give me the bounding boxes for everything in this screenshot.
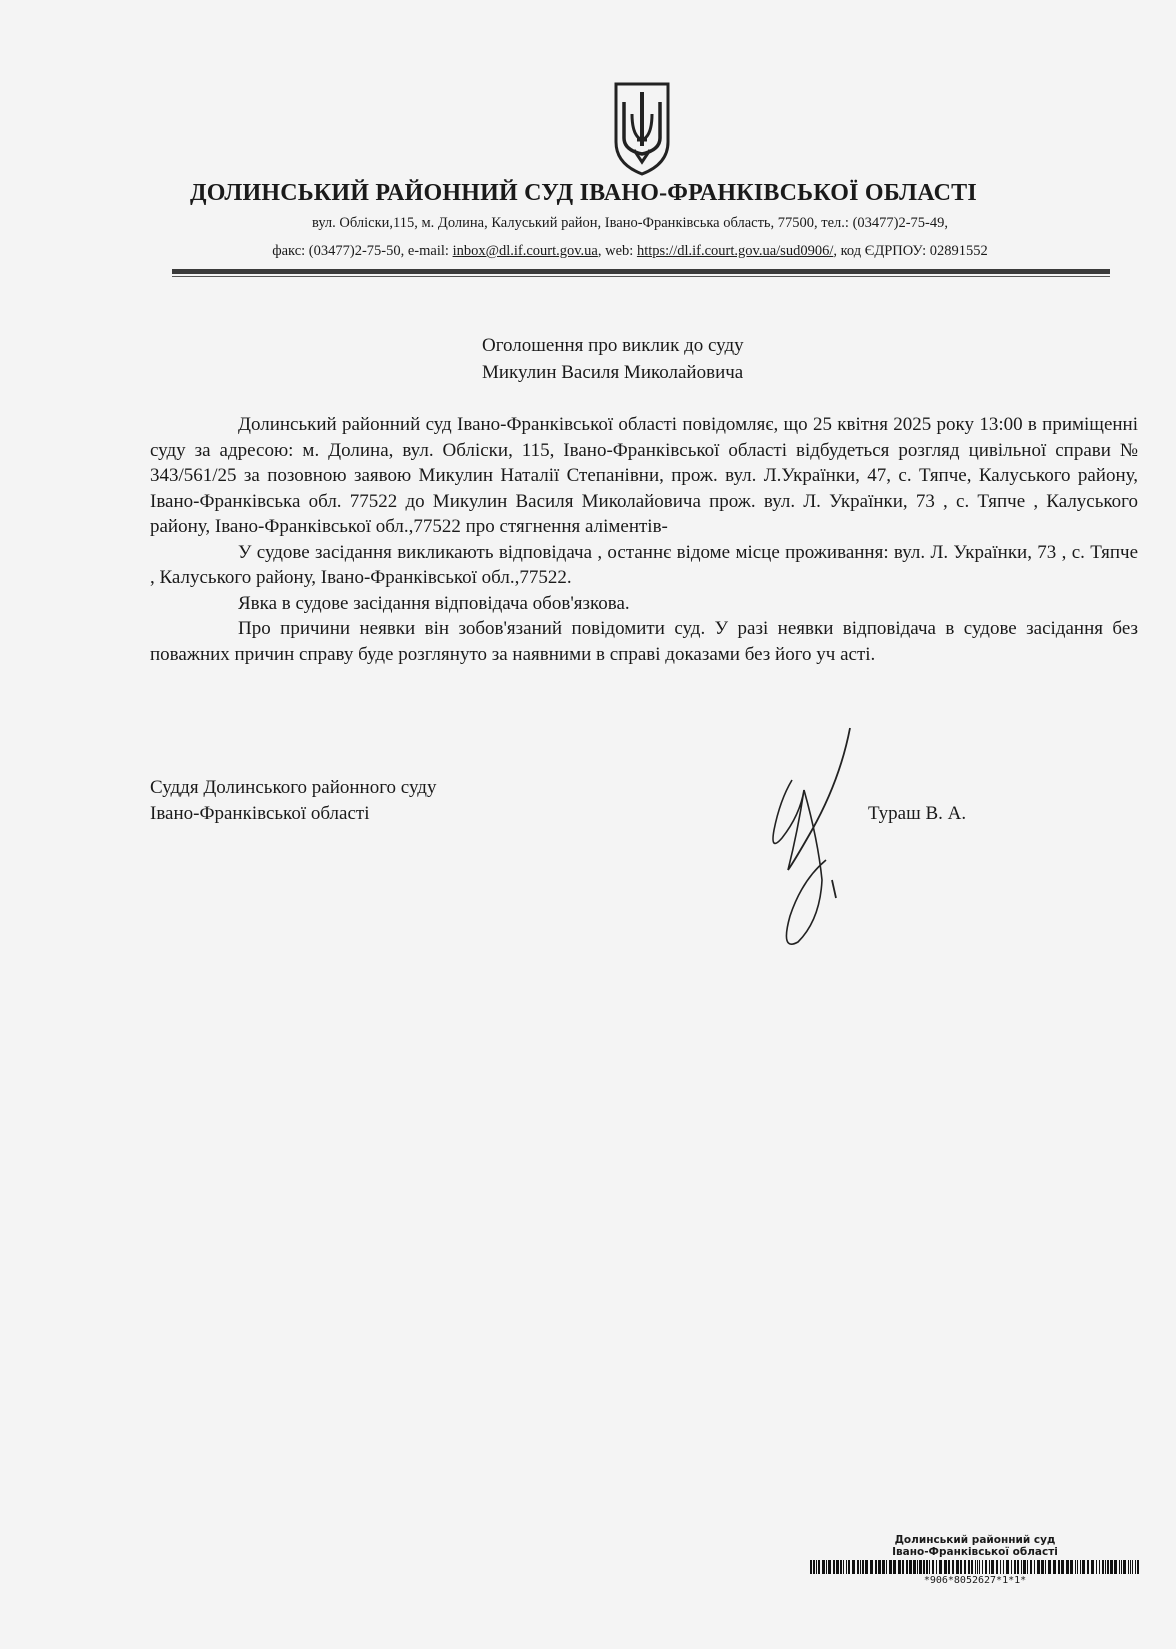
edrpou-code: , код ЄДРПОУ: 02891552 (833, 243, 988, 259)
barcode-bar (1037, 1560, 1040, 1574)
barcode-bar (882, 1560, 885, 1574)
court-contacts (160, 243, 1100, 260)
barcode-bar (982, 1560, 983, 1574)
barcode-bar (971, 1560, 973, 1574)
barcode-bar (1128, 1560, 1129, 1574)
barcode-bar (909, 1560, 912, 1574)
barcode-bar (1080, 1560, 1081, 1574)
barcode-bar (852, 1560, 855, 1574)
barcode-bar (977, 1560, 978, 1574)
barcode-bar (1048, 1560, 1051, 1574)
barcode (810, 1560, 1140, 1574)
barcode-bar (1110, 1560, 1113, 1574)
barcode-bar (862, 1560, 864, 1574)
barcode-bar (826, 1560, 827, 1574)
web-link[interactable]: https://dl.if.court.gov.ua/sud0906/ (636, 243, 834, 259)
barcode-bar (906, 1560, 908, 1574)
barcode-bar (985, 1560, 987, 1574)
barcode-bar (948, 1560, 950, 1574)
barcode-bar (1114, 1560, 1117, 1574)
judge-position-line: Івано-Франківської області (150, 803, 370, 824)
barcode-bar (913, 1560, 916, 1574)
barcode-bar (848, 1560, 850, 1574)
barcode-bar (956, 1560, 959, 1574)
barcode-bar (1006, 1560, 1009, 1574)
barcode-bar (917, 1560, 918, 1574)
barcode-bar (1003, 1560, 1004, 1574)
barcode-bar (1014, 1560, 1016, 1574)
barcode-bar (1087, 1560, 1089, 1574)
barcode-bar (1053, 1560, 1056, 1574)
barcode-bar (1000, 1560, 1001, 1574)
barcode-bar (886, 1560, 887, 1574)
barcode-bar (1123, 1560, 1126, 1574)
barcode-bar (828, 1560, 831, 1574)
trident-emblem-icon (610, 80, 674, 176)
barcode-bar (857, 1560, 859, 1574)
barcode-bar (893, 1560, 896, 1574)
notice-addressee: Микулин Василя Миколайовича (482, 362, 744, 383)
barcode-bar (822, 1560, 825, 1574)
barcode-bar (1011, 1560, 1012, 1574)
barcode-bar (878, 1560, 881, 1574)
stamp-court-name: Долинський районний суд (894, 1534, 1056, 1546)
barcode-bar (944, 1560, 947, 1574)
email-link[interactable]: inbox@dl.if.court.gov.ua (452, 243, 598, 259)
barcode-bar (1021, 1560, 1022, 1574)
barcode-bar (939, 1560, 942, 1574)
barcode-bar (964, 1560, 966, 1574)
notice-body (150, 412, 1138, 667)
notice-title: Оголошення про виклик до суду (482, 335, 744, 356)
barcode-bar (1017, 1560, 1019, 1574)
barcode-bar (1070, 1560, 1073, 1574)
barcode-bar (929, 1560, 930, 1574)
barcode-bar (979, 1560, 980, 1574)
barcode-bar (1121, 1560, 1122, 1574)
barcode-bar (833, 1560, 835, 1574)
barcode-bar (1045, 1560, 1046, 1574)
barcode-bar (975, 1560, 976, 1574)
barcode-bar (1119, 1560, 1120, 1574)
barcode-bar (865, 1560, 868, 1574)
barcode-bar (840, 1560, 842, 1574)
barcode-bar (1137, 1560, 1139, 1574)
barcode-bar (1135, 1560, 1136, 1574)
barcode-bar (843, 1560, 844, 1574)
judge-position (150, 775, 436, 827)
web-label: , web: (597, 243, 637, 259)
barcode-bar (1041, 1560, 1044, 1574)
barcode-bar (1091, 1560, 1094, 1574)
barcode-bar (1077, 1560, 1078, 1574)
body-paragraph: Долинський районний суд Івано-Франківської області повідомляє, що 25 квітня 2025 року 13:00 в приміщенні суду за адресою: м. Долина, вул. Обліски, 115, Івано-Франківської області відбудеться розгляд цивільної справи № 343/561/25 за позовною заявою Микулин Наталії Степанівни, прож. вул. Л.Українки, 47, с. Тяпче, Калуського району, Івано-Франківська обл. 77522 до Микулин Василя Миколайовича прож. вул. Л. Українки, 73 , с. Тяпче , Калуського району, Івано-Франківської обл.,77522 про стягнення аліментів- (150, 414, 1138, 537)
handwritten-signature (740, 720, 890, 950)
barcode-bar (1130, 1560, 1131, 1574)
barcode-bar (1061, 1560, 1064, 1574)
barcode-bar (1102, 1560, 1104, 1574)
barcode-bar (919, 1560, 922, 1574)
body-paragraph: Явка в судове засідання відповідача обов'язкова. (238, 592, 630, 614)
barcode-bar (1105, 1560, 1106, 1574)
body-paragraph: У судове засідання викликають відповідача , останнє відоме місце проживання: вул. Л. Українки, 73 , с. Тяпче , Калуського району, Івано-Франківської обл.,77522. (150, 541, 1138, 588)
barcode-bar (991, 1560, 994, 1574)
barcode-bar (932, 1560, 934, 1574)
barcode-bar (989, 1560, 990, 1574)
barcode-bar (968, 1560, 970, 1574)
stamp-region: Івано-Франківської області (892, 1546, 1058, 1558)
barcode-bar (1023, 1560, 1026, 1574)
barcode-bar (810, 1560, 812, 1574)
barcode-bar (960, 1560, 962, 1574)
fax-text: факс: (03477)2-75-50, e-mail: (272, 243, 453, 259)
barcode-bar (936, 1560, 937, 1574)
judge-position-line: Суддя Долинського районного суду (150, 777, 437, 798)
barcode-bar (902, 1560, 904, 1574)
barcode-bar (1107, 1560, 1109, 1574)
barcode-bar (860, 1560, 861, 1574)
court-address: вул. Обліски,115, м. Долина, Калуський район, Івано-Франківська область, 77500, тел.: (03477)2-75-49, (311, 215, 949, 231)
barcode-bar (923, 1560, 925, 1574)
barcode-bar (952, 1560, 954, 1574)
barcode-bar (1075, 1560, 1076, 1574)
barcode-bar (1096, 1560, 1097, 1574)
barcode-bar (1066, 1560, 1069, 1574)
barcode-bar (1058, 1560, 1060, 1574)
header-divider-thin (172, 276, 1110, 277)
barcode-bar (996, 1560, 998, 1574)
barcode-bar (818, 1560, 820, 1574)
barcode-bar (1099, 1560, 1100, 1574)
barcode-bar (926, 1560, 928, 1574)
barcode-bar (816, 1560, 817, 1574)
barcode-bar (898, 1560, 901, 1574)
barcode-bar (1082, 1560, 1085, 1574)
barcode-bar (1132, 1560, 1133, 1574)
barcode-bar (1030, 1560, 1032, 1574)
barcode-bar (846, 1560, 847, 1574)
barcode-bar (870, 1560, 873, 1574)
barcode-bar (875, 1560, 877, 1574)
body-paragraph: Про причини неявки він зобов'язаний повідомити суд. У разі неявки відповідача в судове засідання без поважних причин справу буде розглянуто за наявними в справі доказами без його уч асті. (150, 618, 1138, 665)
barcode-bar (1027, 1560, 1028, 1574)
barcode-bar (1034, 1560, 1035, 1574)
registration-stamp (810, 1534, 1140, 1586)
court-name: ДОЛИНСЬКИЙ РАЙОННИЙ СУД ІВАНО-ФРАНКІВСЬКОЇ ОБЛАСТІ (190, 180, 977, 206)
barcode-bar (889, 1560, 892, 1574)
barcode-bar (836, 1560, 839, 1574)
header-divider (172, 269, 1110, 274)
barcode-bar (813, 1560, 815, 1574)
judge-name: Тураш В. А. (868, 803, 967, 824)
barcode-number: *906*8052627*1*1* (923, 1575, 1027, 1586)
